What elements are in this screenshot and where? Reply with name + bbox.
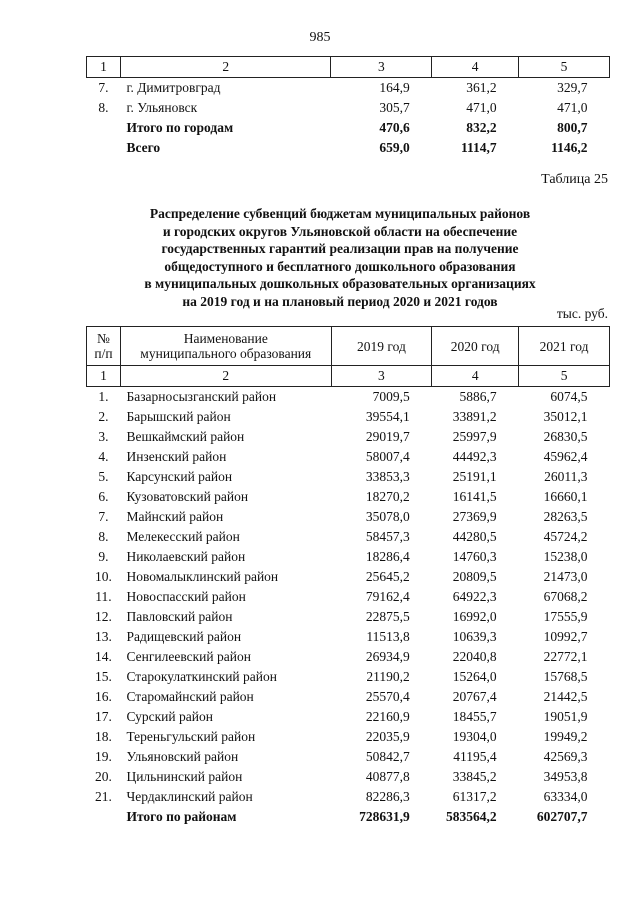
row-number: 7. — [98, 80, 109, 95]
row-value-2020: 20767,4 — [452, 689, 497, 704]
col-num-1: 1 — [87, 57, 121, 78]
table-row — [87, 118, 610, 138]
row-value-2019: 659,0 — [379, 140, 410, 155]
row-value-2019: 470,6 — [379, 120, 410, 135]
row-value-2021: 16660,1 — [543, 489, 588, 504]
row-name: Инзенский район — [126, 449, 227, 464]
row-name: г. Ульяновск — [126, 100, 198, 115]
total-label: Итого по районам — [126, 809, 237, 824]
row-value-2021: 10992,7 — [543, 629, 588, 644]
row-name: Сенгилеевский район — [126, 649, 251, 664]
row-value-2021: 28263,5 — [543, 509, 588, 524]
row-value-2019: 22035,9 — [365, 729, 410, 744]
row-value-2019: 164,9 — [379, 80, 410, 95]
row-value-2020: 5886,7 — [459, 389, 497, 404]
row-number: 12. — [95, 609, 112, 624]
table-row — [87, 767, 610, 787]
row-value-2021: 21442,5 — [543, 689, 588, 704]
header-name — [120, 327, 331, 366]
table-row — [87, 527, 610, 547]
table-row — [87, 427, 610, 447]
row-value-2021: 15768,5 — [543, 669, 588, 684]
row-value-2020: 19304,0 — [452, 729, 497, 744]
row-value-2019: 11513,8 — [366, 629, 410, 644]
table-row — [87, 98, 610, 118]
row-value-2020: 25191,1 — [452, 469, 497, 484]
row-value-2020: 61317,2 — [452, 789, 497, 804]
row-name: Вешкаймский район — [126, 429, 245, 444]
header-name-line: Наименование — [183, 331, 268, 346]
row-name: Старомайнский район — [126, 689, 254, 704]
row-number — [87, 138, 121, 158]
row-number: 2. — [98, 409, 109, 424]
row-value-2021: 34953,8 — [543, 769, 588, 784]
title-line: государственных гарантий реализации прав на получение — [161, 241, 519, 256]
header-2019: 2019 год — [331, 327, 432, 366]
row-name: Майнский район — [126, 509, 224, 524]
total-num — [87, 807, 121, 827]
table-row — [87, 787, 610, 807]
row-value-2019: 40877,8 — [365, 769, 410, 784]
row-value-2021: 1146,2 — [551, 140, 588, 155]
row-value-2020: 20809,5 — [452, 569, 497, 584]
row-value-2019: 305,7 — [379, 100, 410, 115]
table-row — [87, 667, 610, 687]
row-value-2021: 42569,3 — [543, 749, 588, 764]
row-value-2020: 33845,2 — [452, 769, 497, 784]
col-num-5: 5 — [519, 366, 610, 387]
row-number: 15. — [95, 669, 112, 684]
row-name: Николаевский район — [126, 549, 246, 564]
row-name: Кузоватовский район — [126, 489, 249, 504]
row-value-2019: 39554,1 — [365, 409, 410, 424]
row-value-2019: 82286,3 — [365, 789, 410, 804]
total-2019: 728631,9 — [359, 809, 410, 824]
row-value-2019: 18270,2 — [365, 489, 410, 504]
table-row — [87, 547, 610, 567]
table-row — [87, 387, 610, 408]
title-line: и городских округов Ульяновской области на обеспечение — [162, 223, 518, 239]
row-value-2020: 25997,9 — [452, 429, 497, 444]
row-value-2021: 19949,2 — [543, 729, 588, 744]
row-value-2021: 329,7 — [557, 80, 588, 95]
row-value-2021: 6074,5 — [550, 389, 588, 404]
row-name: Сурский район — [126, 709, 213, 724]
table-row — [87, 507, 610, 527]
row-name: Чердаклинский район — [126, 789, 253, 804]
top-table-continuation — [86, 56, 610, 158]
table-title — [90, 205, 590, 310]
page-number: 985 — [309, 30, 331, 45]
table-row — [87, 407, 610, 427]
row-number: 6. — [98, 489, 109, 504]
row-number: 18. — [95, 729, 112, 744]
row-value-2021: 22772,1 — [543, 649, 588, 664]
row-number: 19. — [95, 749, 112, 764]
top-table-body — [87, 78, 610, 159]
row-value-2020: 27369,9 — [452, 509, 497, 524]
row-name: Карсунский район — [126, 469, 233, 484]
row-value-2019: 18286,4 — [365, 549, 410, 564]
header-num-line: п/п — [94, 346, 113, 361]
title-line: в муниципальных дошкольных образовательных организациях — [144, 276, 536, 291]
col-num-4: 4 — [432, 57, 519, 78]
row-value-2021: 15238,0 — [543, 549, 588, 564]
row-number: 13. — [95, 629, 112, 644]
row-number: 11. — [95, 589, 112, 604]
row-value-2021: 45962,4 — [543, 449, 588, 464]
row-value-2019: 58007,4 — [365, 449, 410, 464]
row-value-2019: 21190,2 — [366, 669, 410, 684]
row-value-2020: 15264,0 — [452, 669, 497, 684]
row-value-2019: 25645,2 — [365, 569, 410, 584]
table-row — [87, 567, 610, 587]
row-value-2019: 25570,4 — [365, 689, 410, 704]
row-name: г. Димитровград — [126, 80, 221, 95]
col-num-5: 5 — [519, 57, 610, 78]
row-name: Ульяновский район — [126, 749, 239, 764]
row-number: 10. — [95, 569, 112, 584]
row-value-2019: 29019,7 — [365, 429, 410, 444]
table-row — [87, 687, 610, 707]
row-number — [87, 118, 121, 138]
subvention-table-body — [87, 387, 610, 808]
row-value-2020: 33891,2 — [452, 409, 497, 424]
table-row — [87, 627, 610, 647]
row-value-2021: 45724,2 — [543, 529, 588, 544]
row-value-2020: 361,2 — [466, 80, 497, 95]
row-value-2021: 19051,9 — [543, 709, 588, 724]
column-number-row — [87, 57, 610, 78]
row-number: 21. — [95, 789, 112, 804]
row-name: Базарносызганский район — [126, 389, 277, 404]
row-name: Новомалыклинский район — [126, 569, 279, 584]
column-number-row — [87, 366, 610, 387]
col-num-2: 2 — [120, 57, 331, 78]
units-label: тыс. руб. — [556, 306, 608, 321]
row-name: Радищевский район — [126, 629, 242, 644]
row-value-2020: 14760,3 — [452, 549, 497, 564]
row-value-2019: 22160,9 — [365, 709, 410, 724]
table-row — [87, 727, 610, 747]
row-name: Старокулаткинский район — [126, 669, 277, 684]
row-value-2019: 79162,4 — [365, 589, 410, 604]
header-num-line: № — [97, 331, 110, 346]
row-name: Мелекесский район — [126, 529, 240, 544]
col-num-2: 2 — [120, 366, 331, 387]
title-line: на 2019 год и на плановый период 2020 и 2021 годов — [182, 293, 498, 309]
row-value-2020: 16992,0 — [452, 609, 497, 624]
row-name: Цильнинский район — [126, 769, 243, 784]
header-2021: 2021 год — [519, 327, 610, 366]
row-value-2020: 44280,5 — [452, 529, 497, 544]
table-row — [87, 467, 610, 487]
row-value-2021: 800,7 — [557, 120, 588, 135]
row-number: 1. — [98, 389, 109, 404]
row-value-2021: 67068,2 — [543, 589, 588, 604]
header-name-line: муниципального образования — [140, 346, 312, 361]
row-value-2020: 16141,5 — [452, 489, 497, 504]
table-row — [87, 138, 610, 158]
row-number: 14. — [95, 649, 112, 664]
row-value-2020: 18455,7 — [452, 709, 497, 724]
title-line: Распределение субвенций бюджетам муниципальных районов — [149, 206, 531, 221]
row-value-2020: 10639,3 — [452, 629, 497, 644]
row-number: 8. — [98, 529, 109, 544]
table-label: Таблица 25 — [541, 172, 608, 187]
table-row — [87, 447, 610, 467]
total-row — [87, 807, 610, 827]
row-value-2021: 35012,1 — [543, 409, 588, 424]
row-number: 7. — [98, 509, 109, 524]
row-value-2020: 471,0 — [466, 100, 497, 115]
row-name: Тереньгульский район — [126, 729, 256, 744]
row-value-2020: 41195,4 — [453, 749, 497, 764]
row-value-2021: 63334,0 — [543, 789, 588, 804]
row-value-2019: 22875,5 — [365, 609, 410, 624]
row-number: 3. — [98, 429, 109, 444]
row-name: Барышский район — [126, 409, 231, 424]
row-name: Всего — [126, 140, 161, 155]
total-2020: 583564,2 — [446, 809, 497, 824]
table-row — [87, 707, 610, 727]
row-value-2019: 50842,7 — [365, 749, 410, 764]
subvention-table — [86, 326, 610, 827]
table-row — [87, 487, 610, 507]
table-row — [87, 647, 610, 667]
row-value-2021: 26830,5 — [543, 429, 588, 444]
row-value-2019: 58457,3 — [365, 529, 410, 544]
row-number: 5. — [98, 469, 109, 484]
col-num-3: 3 — [331, 366, 432, 387]
row-value-2021: 471,0 — [557, 100, 588, 115]
row-number: 17. — [95, 709, 112, 724]
header-num — [87, 327, 121, 366]
row-value-2019: 7009,5 — [372, 389, 410, 404]
col-num-3: 3 — [331, 57, 432, 78]
row-value-2021: 17555,9 — [543, 609, 588, 624]
row-value-2020: 64922,3 — [452, 589, 497, 604]
row-value-2021: 21473,0 — [543, 569, 588, 584]
row-value-2020: 1114,7 — [460, 140, 497, 155]
row-name: Павловский район — [126, 609, 233, 624]
row-value-2019: 35078,0 — [365, 509, 410, 524]
table-row — [87, 587, 610, 607]
row-value-2020: 22040,8 — [452, 649, 497, 664]
row-name: Новоспасский район — [126, 589, 246, 604]
row-value-2020: 832,2 — [466, 120, 497, 135]
col-num-1: 1 — [87, 366, 121, 387]
header-row — [87, 327, 610, 366]
title-line: общедоступного и бесплатного дошкольного образования — [164, 258, 516, 274]
row-number: 20. — [95, 769, 112, 784]
table-row — [87, 607, 610, 627]
row-number: 4. — [98, 449, 109, 464]
row-value-2020: 44492,3 — [452, 449, 497, 464]
total-2021: 602707,7 — [536, 809, 588, 824]
table-row — [87, 78, 610, 99]
row-value-2021: 26011,3 — [544, 469, 588, 484]
col-num-4: 4 — [432, 366, 519, 387]
row-name: Итого по городам — [126, 120, 234, 135]
table-row — [87, 747, 610, 767]
row-value-2019: 33853,3 — [365, 469, 410, 484]
row-number: 16. — [95, 689, 112, 704]
row-number: 8. — [98, 100, 109, 115]
header-2020: 2020 год — [432, 327, 519, 366]
row-value-2019: 26934,9 — [365, 649, 410, 664]
row-number: 9. — [98, 549, 109, 564]
